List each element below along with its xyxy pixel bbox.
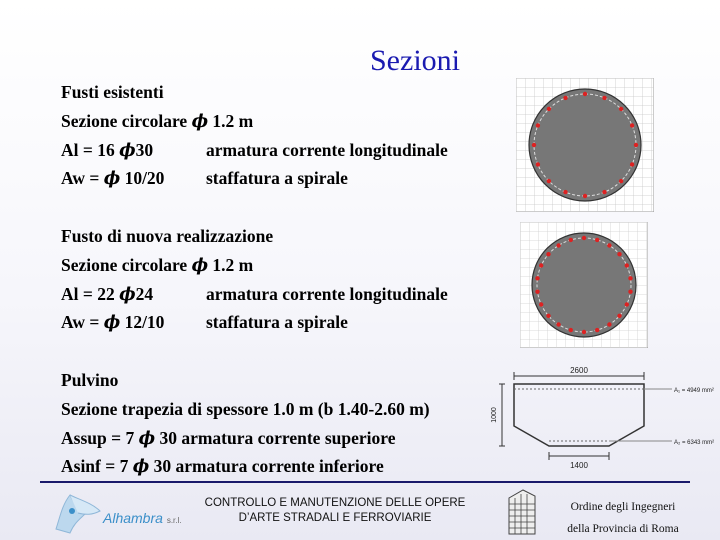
section2-al-prefix: Al = 22: [61, 284, 120, 304]
section1-shape-prefix: Sezione circolare: [61, 111, 192, 131]
new-section-drawing: [520, 222, 648, 348]
existing-section-drawing: [516, 78, 654, 212]
rebar-dot: [619, 179, 623, 183]
section3-shape-line: Sezione trapezia di spessore 1.0 m (b 1.40-2.60 m): [61, 399, 430, 419]
rebar-dot: [607, 322, 611, 326]
logo-suffix: s.r.l.: [166, 516, 182, 525]
bottom-area-label: A₂ = 6343 mm²: [674, 440, 715, 446]
rebar-dot: [556, 243, 560, 247]
section2-al-line: [61, 284, 153, 305]
rebar-dot: [582, 236, 586, 240]
section3-asinf-line: [61, 456, 384, 477]
footer-divider: [40, 481, 690, 483]
footer-center-line2: D’ARTE STRADALI E FERROVIARIE: [238, 512, 432, 524]
section1-al-prefix: Al = 16: [61, 140, 120, 160]
footer-right-text: [548, 496, 698, 540]
section3-assup-line: [61, 428, 395, 449]
section1-aw-prefix: Aw =: [61, 168, 104, 188]
section1-al-desc: armatura corrente longitudinale: [206, 140, 448, 160]
rebar-dot: [634, 143, 638, 147]
rebar-dot: [583, 92, 587, 96]
rebar-dot: [602, 190, 606, 194]
rebar-dot: [556, 322, 560, 326]
rebar-dot: [628, 290, 632, 294]
rebar-dot: [547, 179, 551, 183]
rebar-dot: [625, 263, 629, 267]
building-icon: [505, 486, 539, 536]
rebar-dot: [628, 276, 632, 280]
section2-al-desc: armatura corrente longitudinale: [206, 284, 448, 304]
top-area-label: A₁ = 4949 mm²: [674, 388, 714, 394]
section2-aw-suffix: 12/10: [120, 312, 165, 332]
section1-aw-suffix: 10/20: [120, 168, 165, 188]
section3-asinf-suffix: 30 armatura corrente inferiore: [149, 456, 384, 476]
section3-assup-suffix: 30 armatura corrente superiore: [155, 428, 396, 448]
section2-shape-suffix: 1.2 m: [208, 255, 254, 275]
rebar-dot: [569, 328, 573, 332]
rebar-dot: [563, 190, 567, 194]
rebar-dot: [546, 314, 550, 318]
section1-shape-line: [61, 111, 253, 132]
footer-center-line1: CONTROLLO E MANUTENZIONE DELLE OPERE: [204, 497, 466, 509]
phi-symbol: ϕ: [191, 112, 209, 132]
phi-symbol: ϕ: [103, 313, 121, 333]
rebar-dot: [625, 302, 629, 306]
phi-symbol: ϕ: [103, 169, 121, 189]
rebar-dot: [539, 263, 543, 267]
rebar-dot: [617, 252, 621, 256]
rebar-dot: [547, 107, 551, 111]
page-title: Sezioni: [370, 44, 460, 77]
footer-center-text: [190, 496, 480, 526]
rebar-dot: [536, 123, 540, 127]
rebar-dot: [535, 290, 539, 294]
logo-name: Alhambra: [103, 510, 163, 526]
rebar-dot: [569, 238, 573, 242]
section2-shape-line: [61, 255, 253, 276]
footer-right-line2: della Provincia di Roma: [567, 523, 679, 535]
section1-aw-line: [61, 168, 164, 189]
bottom-dim-label: 1400: [570, 461, 588, 470]
rebar-dot: [619, 107, 623, 111]
rebar-dot: [563, 96, 567, 100]
rebar-dot: [532, 143, 536, 147]
height-dim-label: 1000: [491, 407, 498, 423]
section2-shape-prefix: Sezione circolare: [61, 255, 192, 275]
section1-al-suffix: 30: [135, 140, 154, 160]
section1-shape-suffix: 1.2 m: [208, 111, 254, 131]
phi-symbol: ϕ: [119, 285, 136, 305]
alhambra-logo-icon: [48, 489, 106, 535]
rebar-dot: [539, 302, 543, 306]
section3-assup-prefix: Assup = 7: [61, 428, 139, 448]
alhambra-logo-text: [103, 510, 181, 526]
section2-aw-prefix: Aw =: [61, 312, 104, 332]
section1-al-line: [61, 140, 153, 161]
rebar-dot: [582, 330, 586, 334]
phi-symbol: ϕ: [119, 141, 136, 161]
section1-heading: Fusti esistenti: [61, 82, 164, 102]
rebar-dot: [602, 96, 606, 100]
rebar-dot: [607, 243, 611, 247]
rebar-dot: [546, 252, 550, 256]
rebar-dot: [630, 123, 634, 127]
section2-al-suffix: 24: [135, 284, 154, 304]
section2-aw-line: [61, 312, 164, 333]
phi-symbol: ϕ: [132, 457, 150, 477]
section2-heading: Fusto di nuova realizzazione: [61, 226, 274, 246]
section3-heading: Pulvino: [61, 370, 119, 390]
rebar-dot: [595, 328, 599, 332]
rebar-dot: [617, 314, 621, 318]
rebar-dot: [595, 238, 599, 242]
footer-right-line1: Ordine degli Ingegneri: [570, 501, 676, 513]
rebar-dot: [535, 276, 539, 280]
rebar-dot: [536, 162, 540, 166]
section2-aw-desc: staffatura a spirale: [206, 312, 348, 332]
phi-symbol: ϕ: [138, 429, 156, 449]
phi-symbol: ϕ: [191, 256, 209, 276]
pulvino-drawing: [484, 362, 716, 472]
rebar-dot: [583, 194, 587, 198]
top-dim-label: 2600: [570, 366, 588, 375]
section3-asinf-prefix: Asinf = 7: [61, 456, 133, 476]
section1-aw-desc: staffatura a spirale: [206, 168, 348, 188]
trapezoid-outline: [514, 384, 644, 446]
rebar-dot: [630, 162, 634, 166]
